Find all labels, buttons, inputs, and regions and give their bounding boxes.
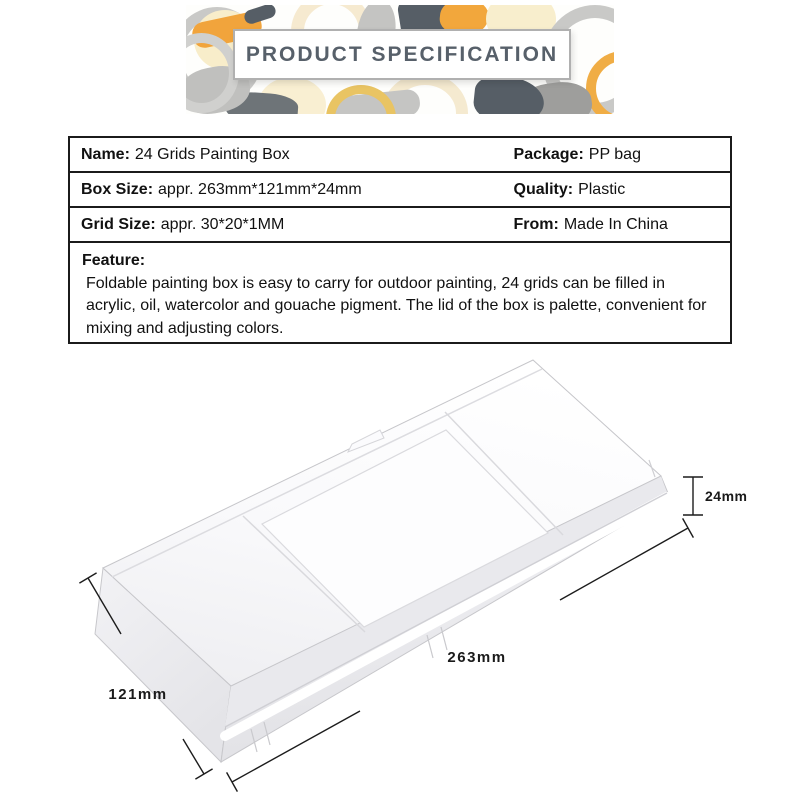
feature-text: Foldable painting box is easy to carry for outdoor painting, 24 grids can be filled in acrylic, oil, watercolor and gouache pigment. The lid of the box is palette, convenient for mixing and adjusting colors. — [86, 274, 707, 337]
table-row — [70, 173, 730, 208]
feature-label: Feature: — [82, 252, 146, 269]
spec-value: Made In China — [563, 215, 668, 233]
banner-title: PRODUCT SPECIFICATION — [245, 42, 559, 66]
spec-from-cell — [514, 216, 730, 234]
spec-value: 24 Grids Painting Box — [134, 145, 290, 163]
table-row — [70, 138, 730, 173]
spec-name-cell — [70, 146, 514, 164]
spec-label: Quality: — [513, 180, 574, 198]
dimension-height — [683, 477, 703, 515]
dimension-length-label: 263mm — [447, 649, 507, 666]
dimension-height-label: 24mm — [705, 488, 748, 504]
banner — [186, 5, 614, 114]
table-row — [70, 208, 730, 243]
spec-label: Name: — [81, 145, 130, 163]
spec-label: Package: — [513, 145, 584, 163]
spec-label: Box Size: — [81, 180, 154, 198]
spec-grid-size-cell — [70, 216, 514, 234]
painting-box — [95, 360, 670, 762]
spec-table — [68, 136, 732, 344]
dimension-width-label: 121mm — [108, 686, 168, 703]
ring-shape — [326, 85, 396, 114]
banner-title-box — [233, 29, 571, 80]
spec-quality-cell — [514, 181, 730, 199]
product-photo — [0, 355, 800, 800]
spec-label: Grid Size: — [81, 215, 156, 233]
spec-label: From: — [513, 215, 559, 233]
spec-value: appr. 263mm*121mm*24mm — [158, 180, 362, 198]
spec-box-size-cell — [70, 181, 514, 199]
spec-package-cell — [514, 146, 730, 164]
spec-value: PP bag — [588, 145, 641, 163]
feature-row — [70, 243, 730, 340]
spec-value: Plastic — [578, 180, 626, 198]
painting-box-illustration — [0, 355, 800, 800]
spec-value: appr. 30*20*1MM — [160, 215, 285, 233]
